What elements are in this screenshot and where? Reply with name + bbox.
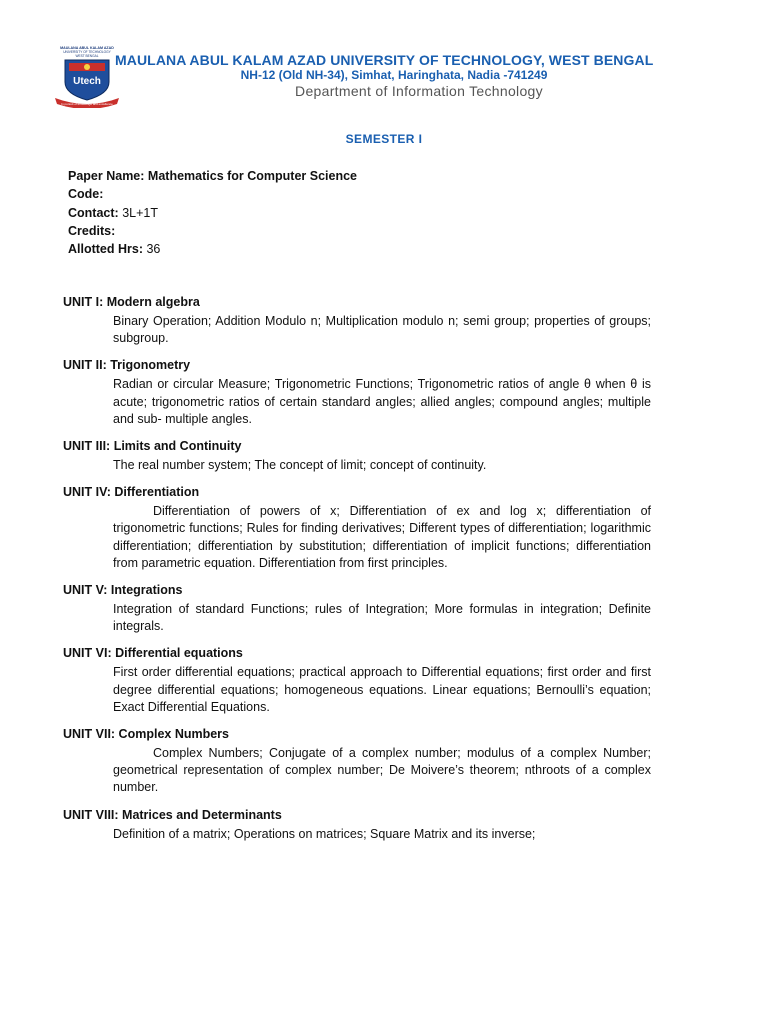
unit-1-description: Binary Operation; Addition Modulo n; Multiplication modulo n; semi group; properties of groups; subgroup.	[113, 314, 651, 346]
unit-2-description: Radian or circular Measure; Trigonometric Functions; Trigonometric ratios of angle θ when θ is acute; trigonometric ratios of certain standard angles; allied angles; compound angles; multiple and sub- multiple angles.	[113, 377, 651, 426]
paper-name-label: Paper Name:	[68, 169, 145, 183]
university-name: MAULANA ABUL KALAM AZAD UNIVERSITY OF TECHNOLOGY, WEST BENGAL	[115, 52, 654, 68]
unit-6-description: First order differential equations; practical approach to Differential equations; first order and first degree differential equations; homogeneous equations. Linear equations; Bernoulli’s equation; Exact Differential Equations.	[113, 665, 651, 714]
unit-7-description: Complex Numbers; Conjugate of a complex number; modulus of a complex Number; geometrical representation of complex number; De Moivere’s theorem; nthroots of a complex number.	[113, 746, 651, 795]
unit-4-description: Differentiation of powers of x; Differentiation of ex and log x; differentiation of trigonometric functions; Rules for finding derivatives; Different types of differentiation; logarithmic differentiation; differentiation by substitution; differentiation of implicit functions; differentiation from parametric equation. Differentiation from first principles.	[113, 504, 651, 570]
unit-1-title: UNIT I: Modern algebra	[63, 295, 200, 309]
credits-label: Credits:	[68, 223, 116, 238]
unit-8-description: Definition of a matrix; Operations on matrices; Square Matrix and its inverse;	[113, 826, 536, 841]
contact-label: Contact:	[68, 205, 119, 220]
svg-text:UNIVERSITY OF TECHNOLOGY: UNIVERSITY OF TECHNOLOGY	[63, 50, 111, 54]
unit-8-title: UNIT VIII: Matrices and Determinants	[63, 807, 282, 822]
department-name: Department of Information Technology	[295, 83, 543, 99]
svg-text:Utech: Utech	[73, 76, 101, 87]
paper-info	[68, 167, 668, 258]
code-row	[68, 185, 668, 203]
svg-text:MAULANA ABUL KALAM AZAD: MAULANA ABUL KALAM AZAD	[60, 46, 114, 50]
unit-5-description: Integration of standard Functions; rules of Integration; More formulas in integration; Definite integrals.	[113, 602, 651, 634]
allotted-hours-row	[68, 240, 668, 258]
unit-3-description: The real number system; The concept of limit; concept of continuity.	[113, 458, 487, 473]
unit-3-title: UNIT III: Limits and Continuity	[63, 439, 242, 454]
contact-row	[68, 204, 668, 222]
semester-heading: SEMESTER I	[345, 132, 423, 146]
unit-6-title: UNIT VI: Differential equations	[63, 646, 243, 661]
unit-7-title: UNIT VII: Complex Numbers	[63, 727, 229, 742]
svg-text:In pursuit of knowledge and ex: In pursuit of knowledge and excellence	[61, 102, 113, 106]
code-label: Code:	[68, 187, 104, 202]
paper-name-row	[68, 167, 668, 185]
unit-2-title: UNIT II: Trigonometry	[63, 358, 191, 373]
svg-text:WEST BENGAL: WEST BENGAL	[75, 54, 99, 58]
contact-value: 3L+1T	[122, 205, 158, 220]
allotted-hours-value: 36	[146, 242, 161, 257]
unit-5-title: UNIT V: Integrations	[63, 583, 183, 598]
university-address: NH-12 (Old NH-34), Simhat, Haringhata, Nadia -741249	[240, 68, 548, 82]
credits-row	[68, 222, 668, 240]
syllabus-units	[63, 294, 651, 853]
paper-name-value: Mathematics for Computer Science	[147, 169, 358, 183]
unit-4-title: UNIT IV: Differentiation	[63, 485, 200, 500]
allotted-hours-label: Allotted Hrs:	[68, 242, 143, 257]
